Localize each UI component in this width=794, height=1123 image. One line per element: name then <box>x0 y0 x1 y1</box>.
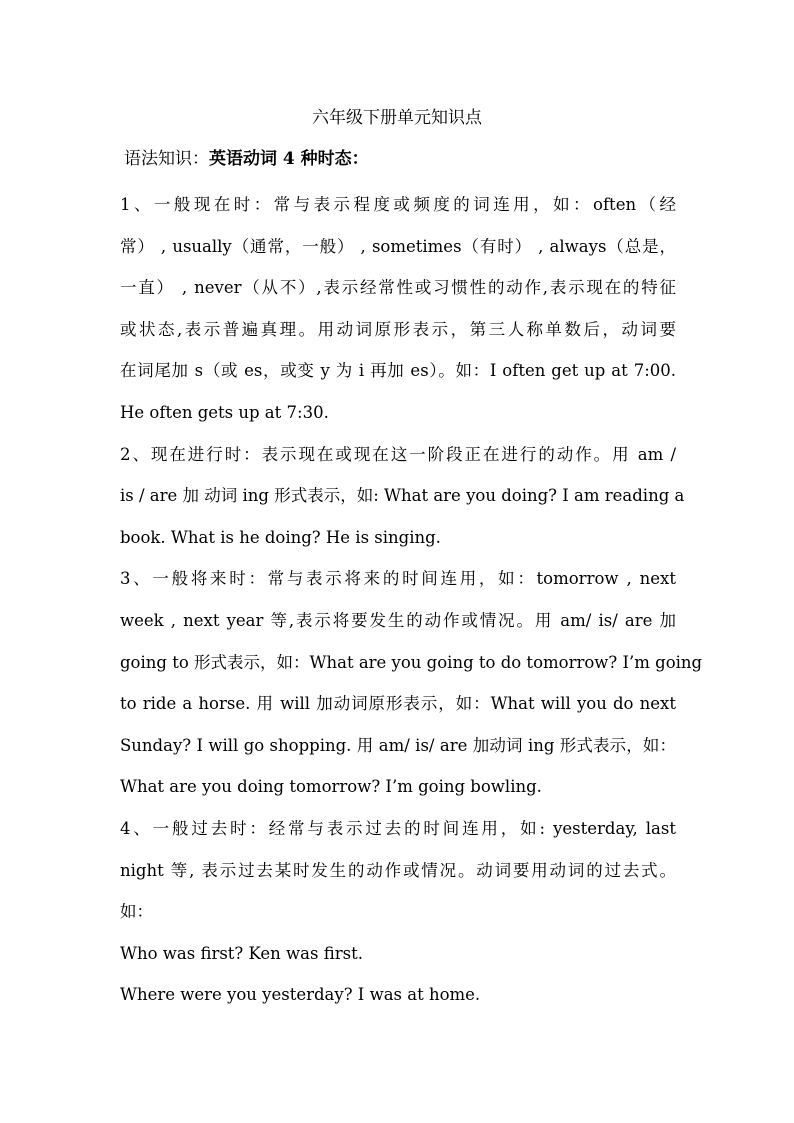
text-line: 1、一般现在时：常与表示程度或频度的词连用，如：often（经 <box>120 195 676 214</box>
text-line: 或状态,表示普遍真理。用动词原形表示，第三人称单数后，动词要 <box>120 319 676 339</box>
text-line: 如： <box>120 902 153 922</box>
text-line: 4、一般过去时：经常与表示过去的时间连用，如: yesterday, last <box>120 818 676 838</box>
text-line: 一直） , never（从不）,表示经常性或习惯性的动作,表示现在的特征 <box>120 278 676 298</box>
page-title: 六年级下册单元知识点 <box>312 108 482 128</box>
text-line: Sunday? I will go shopping. 用 am/ is/ are 加动词 ing 形式表示，如： <box>120 735 676 755</box>
text-line: is / are 加 动词 ing 形式表示，如: What are you doing? I am reading a <box>120 486 685 506</box>
text-line: Who was first? Ken was first. <box>120 943 363 963</box>
text-line: week , next year 等,表示将要发生的动作或情况。用 am/ is/ are 加 <box>120 610 676 630</box>
text-line: going to 形式表示，如：What are you going to do tomorrow? I’m going <box>120 652 703 672</box>
text-line: night 等, 表示过去某时发生的动作或情况。动词要用动词的过去式。 <box>120 860 676 880</box>
text-line: Where were you yesterday? I was at home. <box>120 985 481 1005</box>
section-heading-label: 语法知识： <box>124 149 209 169</box>
example-sentence <box>120 933 676 975</box>
text-line: 常） , usually（通常，一般） , sometimes（有时） , always（总是， <box>120 236 676 256</box>
text-line: 3、一般将来时：常与表示将来的时间连用，如：tomorrow , next <box>120 569 676 589</box>
text-line: to ride a horse. 用 will 加动词原形表示，如：What will you do next <box>120 694 676 714</box>
text-line: 2、现在进行时：表示现在或现在这一阶段正在进行的动作。用 am / <box>120 444 676 464</box>
paragraph-future-simple <box>120 558 703 808</box>
paragraph-past-simple <box>120 808 676 933</box>
example-sentence <box>120 974 676 1016</box>
text-line: What are you doing tomorrow? I’m going bowling. <box>120 777 542 797</box>
section-heading <box>124 148 369 170</box>
text-line: 在词尾加 s（或 es，或变 y 为 i 再加 es）。如：I often get up at 7:00. <box>120 361 676 381</box>
paragraph-present-continuous <box>120 434 685 559</box>
text-line: book. What is he doing? He is singing. <box>120 527 441 547</box>
body-text <box>120 184 703 1016</box>
text-line: He often gets up at 7:30. <box>120 402 329 422</box>
paragraph-present-simple <box>120 184 676 434</box>
section-heading-bold: 英语动词 4 种时态： <box>209 149 369 169</box>
